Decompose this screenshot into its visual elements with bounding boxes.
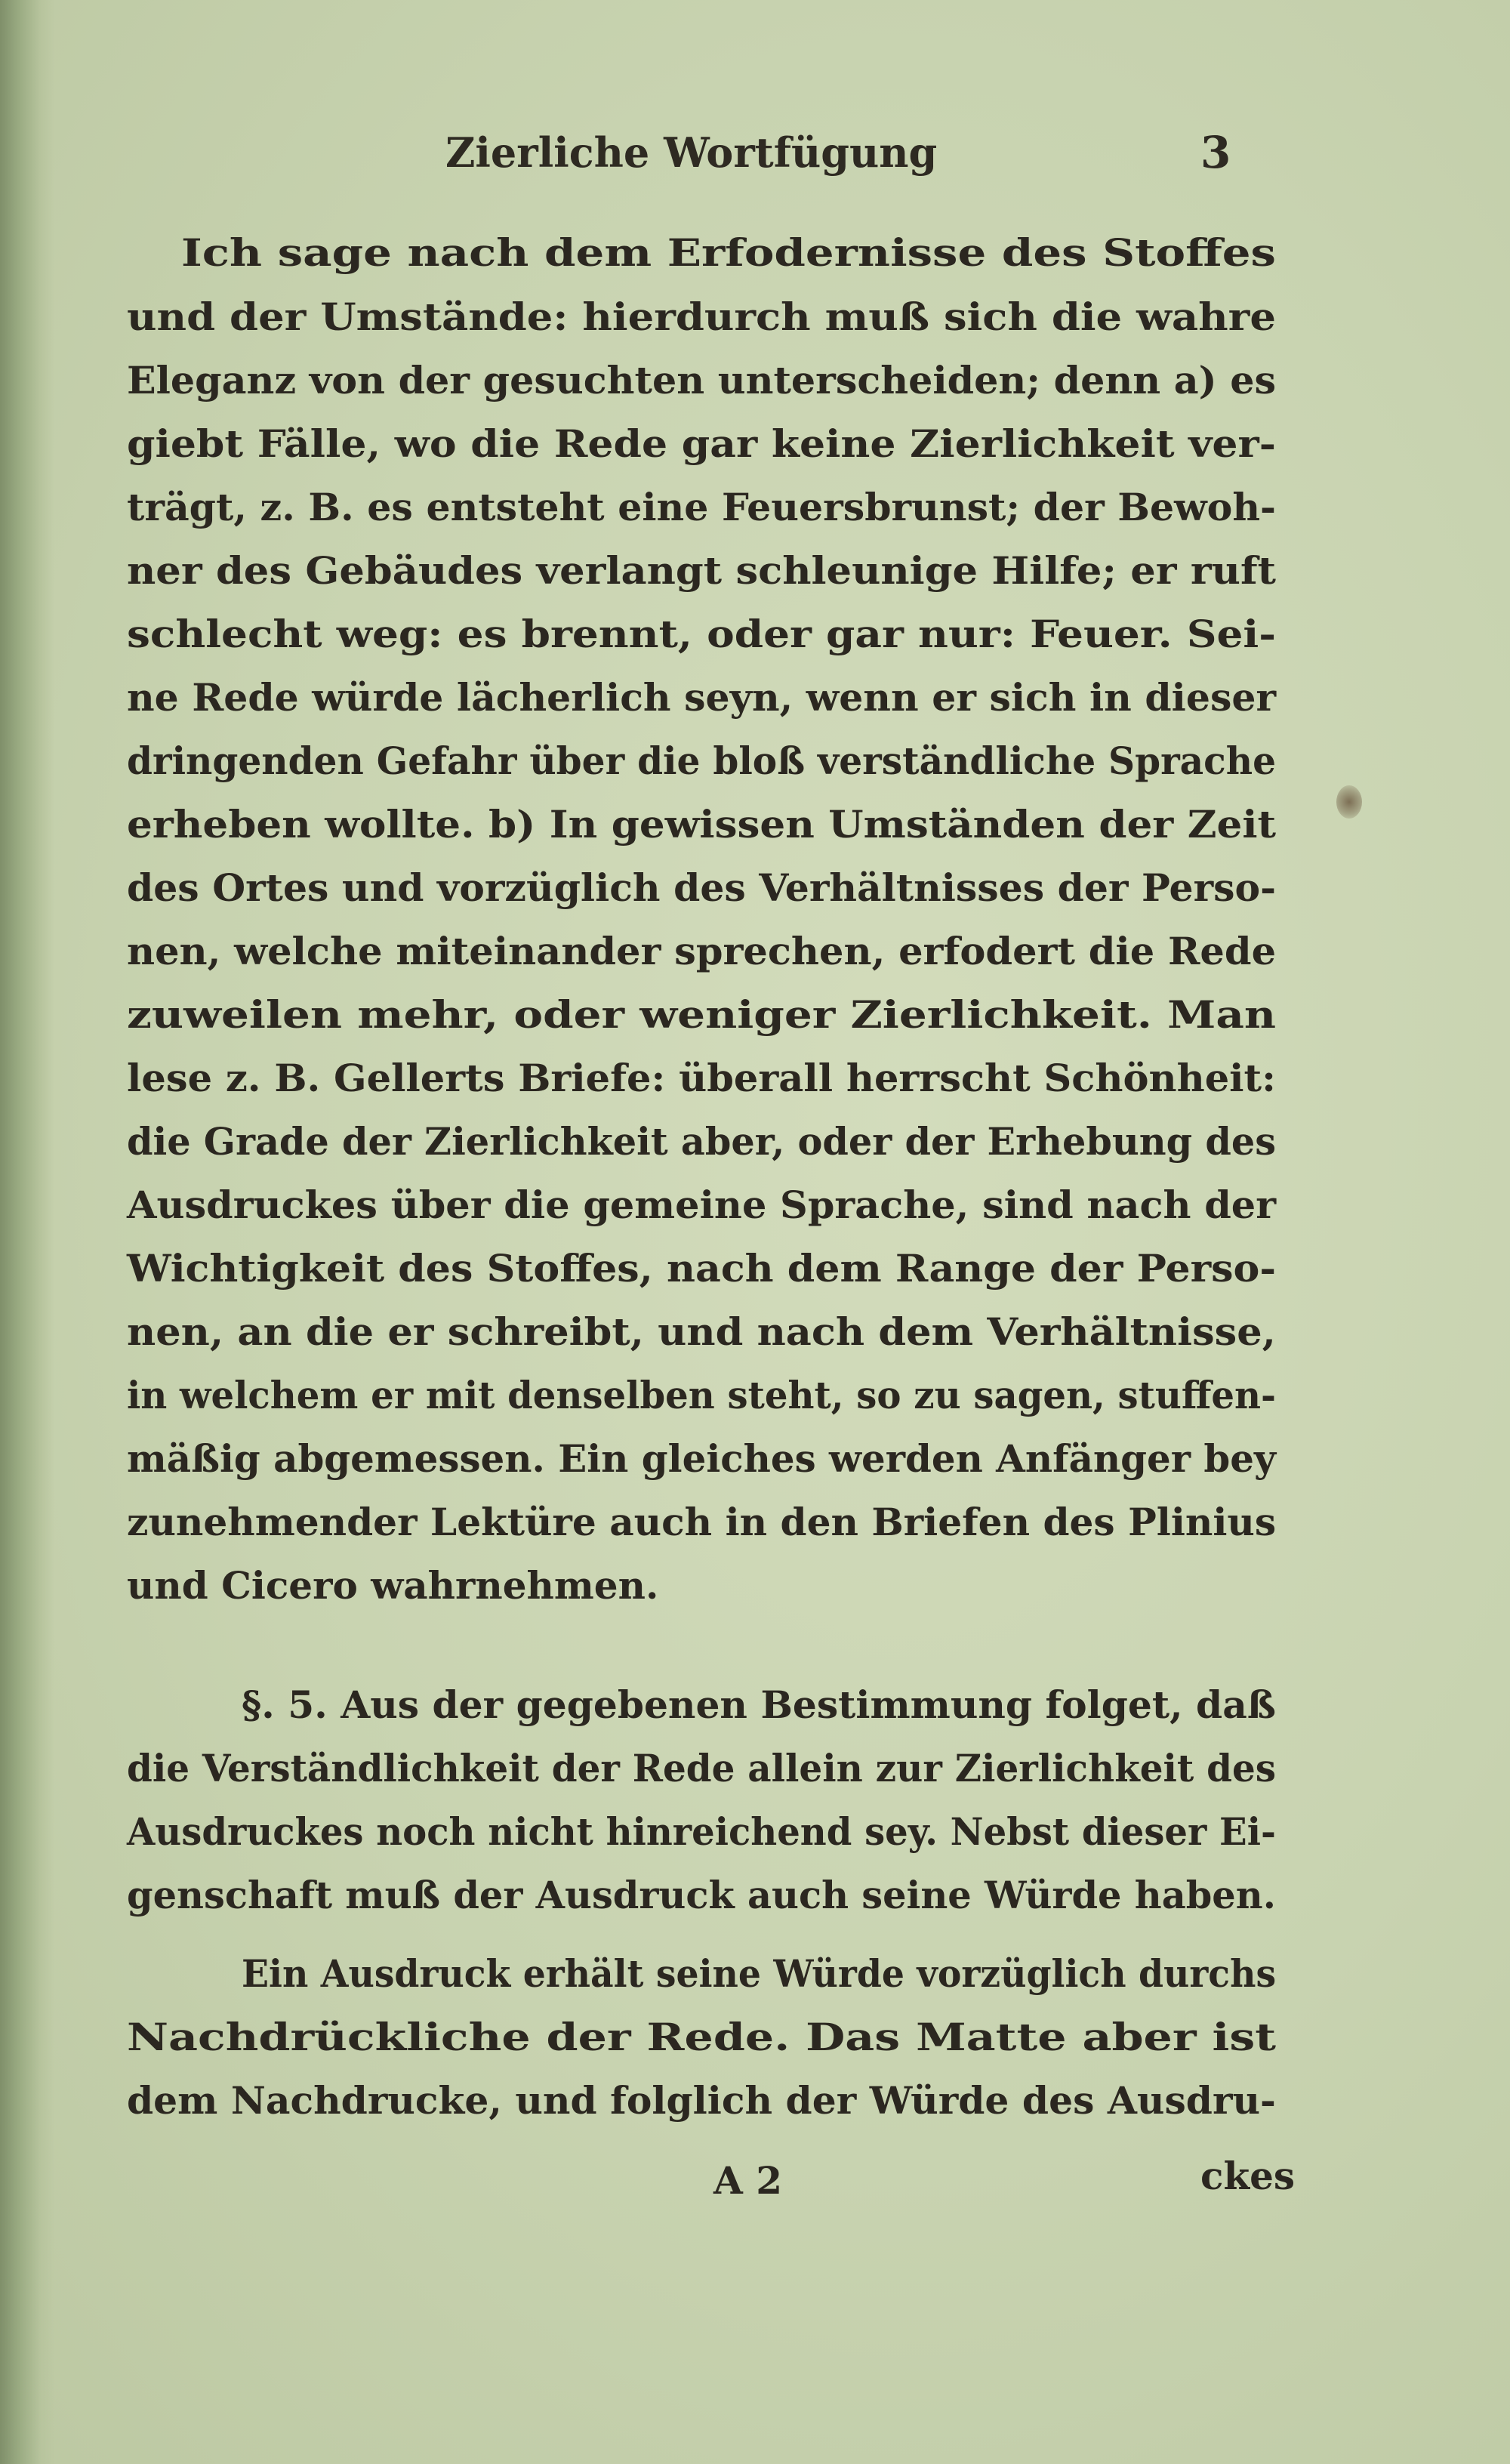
text-line: genschaft muß der Ausdruck auch seine Würde haben. <box>127 1873 1276 1917</box>
text-line: nen, welche miteinander sprechen, erfodert die Rede <box>127 929 1277 973</box>
catchword: ckes <box>1200 2154 1296 2198</box>
text-line: die Verständlichkeit der Rede allein zur Zierlichkeit des <box>127 1746 1277 1790</box>
text-line: ne Rede würde lächerlich seyn, wenn er sich in dieser <box>127 675 1277 720</box>
text-line: giebt Fälle, wo die Rede gar keine Zierlichkeit ver- <box>127 421 1276 466</box>
text-line: die Grade der Zierlichkeit aber, oder der Erhebung des <box>127 1119 1277 1164</box>
text-line: lese z. B. Gellerts Briefe: überall herrscht Schönheit: <box>127 1056 1276 1100</box>
text-line: §. 5. Aus der gegebenen Bestimmung folget, daß <box>242 1682 1276 1727</box>
text-line: in welchem er mit denselben steht, so zu sagen, stuffen- <box>127 1373 1277 1417</box>
text-line: Ausdruckes über die gemeine Sprache, sind nach der <box>127 1183 1277 1227</box>
ink-stain <box>1336 785 1362 819</box>
page-gutter-shadow <box>0 0 54 2464</box>
text-line: Ein Ausdruck erhält seine Würde vorzüglich durchs <box>242 1951 1277 1996</box>
text-line: dem Nachdrucke, und folglich der Würde des Ausdru- <box>127 2078 1276 2123</box>
text-line: dringenden Gefahr über die bloß verständliche Sprache <box>127 739 1277 783</box>
text-line: nen, an die er schreibt, und nach dem Verhältnisse, <box>127 1309 1276 1354</box>
text-line: Eleganz von der gesuchten unterscheiden; denn a) es <box>127 358 1277 402</box>
text-line: Ich sage nach dem Erfodernisse des Stoffes <box>181 230 1276 275</box>
page-number: 3 <box>1200 127 1231 178</box>
text-line: und der Umstände: hierdurch muß sich die wahre <box>127 295 1276 339</box>
text-line: ner des Gebäudes verlangt schleunige Hilfe; er ruft <box>127 548 1276 593</box>
text-line: zunehmender Lektüre auch in den Briefen des Plinius <box>127 1500 1277 1544</box>
text-line: erheben wollte. b) In gewissen Umständen der Zeit <box>127 802 1277 847</box>
text-line: und Cicero wahrnehmen. <box>127 1563 659 1608</box>
text-line: des Ortes und vorzüglich des Verhältnisses der Perso- <box>127 865 1277 910</box>
text-line: mäßig abgemessen. Ein gleiches werden Anfänger bey <box>127 1436 1276 1481</box>
text-line: trägt, z. B. es entsteht eine Feuersbrunst; der Bewoh- <box>127 485 1277 529</box>
text-line: Nachdrückliche der Rede. Das Matte aber ist <box>127 2015 1277 2059</box>
running-head: Zierliche Wortfügung <box>445 128 938 177</box>
text-line: Ausdruckes noch nicht hinreichend sey. Nebst dieser Ei- <box>127 1809 1276 1854</box>
signature-mark: A 2 <box>713 2158 782 2203</box>
text-line: schlecht weg: es brennt, oder gar nur: Feuer. Sei- <box>127 612 1277 656</box>
text-line: Wichtigkeit des Stoffes, nach dem Range der Perso- <box>127 1246 1277 1291</box>
text-line: zuweilen mehr, oder weniger Zierlichkeit. Man <box>127 992 1277 1037</box>
